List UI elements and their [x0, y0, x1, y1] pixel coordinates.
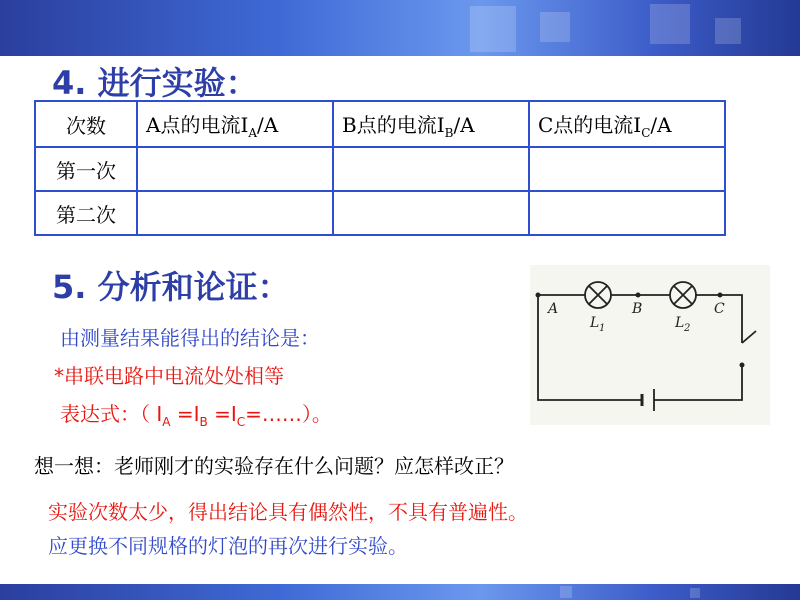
switch-blade	[742, 331, 756, 343]
wire	[654, 365, 742, 400]
experiment-table	[34, 100, 726, 236]
point-b-label: B	[632, 301, 643, 317]
table-row	[35, 147, 725, 191]
point-c-dot	[718, 293, 723, 298]
table-header-row	[35, 101, 725, 147]
table-row	[35, 191, 725, 235]
point-c-label: C	[714, 301, 725, 317]
lamp-l1-label: L	[590, 315, 600, 331]
lamp-l2-cross	[674, 286, 692, 304]
section-5-heading: 5. 分析和论证：	[52, 268, 290, 306]
top-banner	[0, 0, 800, 56]
lamp-l1-cross	[589, 286, 607, 304]
header-count: 次数	[35, 101, 137, 147]
row-label: 第二次	[35, 191, 137, 235]
conclusion-intro: 由测量结果能得出的结论是：	[60, 326, 320, 350]
row-label: 第一次	[35, 147, 137, 191]
answer-line-1: 实验次数太少，得出结论具有偶然性，不具有普遍性。	[48, 500, 528, 524]
circuit-svg	[530, 265, 770, 425]
series-circuit-diagram	[530, 265, 770, 425]
point-a-label: A	[548, 301, 559, 317]
table-cell	[333, 147, 529, 191]
answer-line-2: 应更换不同规格的灯泡的再次进行实验。	[48, 534, 408, 558]
lamp-l1-subscript: 1	[599, 323, 606, 334]
switch-contact	[740, 363, 745, 368]
lamp-l2-subscript: 2	[684, 323, 691, 334]
think-question: 想一想：老师刚才的实验存在什么问题？应怎样改正？	[34, 454, 514, 478]
table-cell	[333, 191, 529, 235]
conclusion-expression: 表达式：（ $I_A =I_B$ $=I_C=\dots\dots$）。	[60, 402, 332, 429]
header-current-b: B点的电流$I_B/A$	[333, 101, 529, 147]
point-b-dot	[636, 293, 641, 298]
table-cell	[137, 191, 333, 235]
bottom-banner	[0, 584, 800, 600]
header-current-a: A点的电流$I_A/A$	[137, 101, 333, 147]
lamp-l2-label: L	[675, 315, 685, 331]
header-current-c: C点的电流$I_C/A$	[529, 101, 725, 147]
table-cell	[137, 147, 333, 191]
point-a-dot	[536, 293, 541, 298]
table-cell	[529, 191, 725, 235]
conclusion-statement: *串联电路中电流处处相等	[54, 364, 284, 388]
section-4-heading: 4. 进行实验：	[52, 64, 258, 102]
table-cell	[529, 147, 725, 191]
